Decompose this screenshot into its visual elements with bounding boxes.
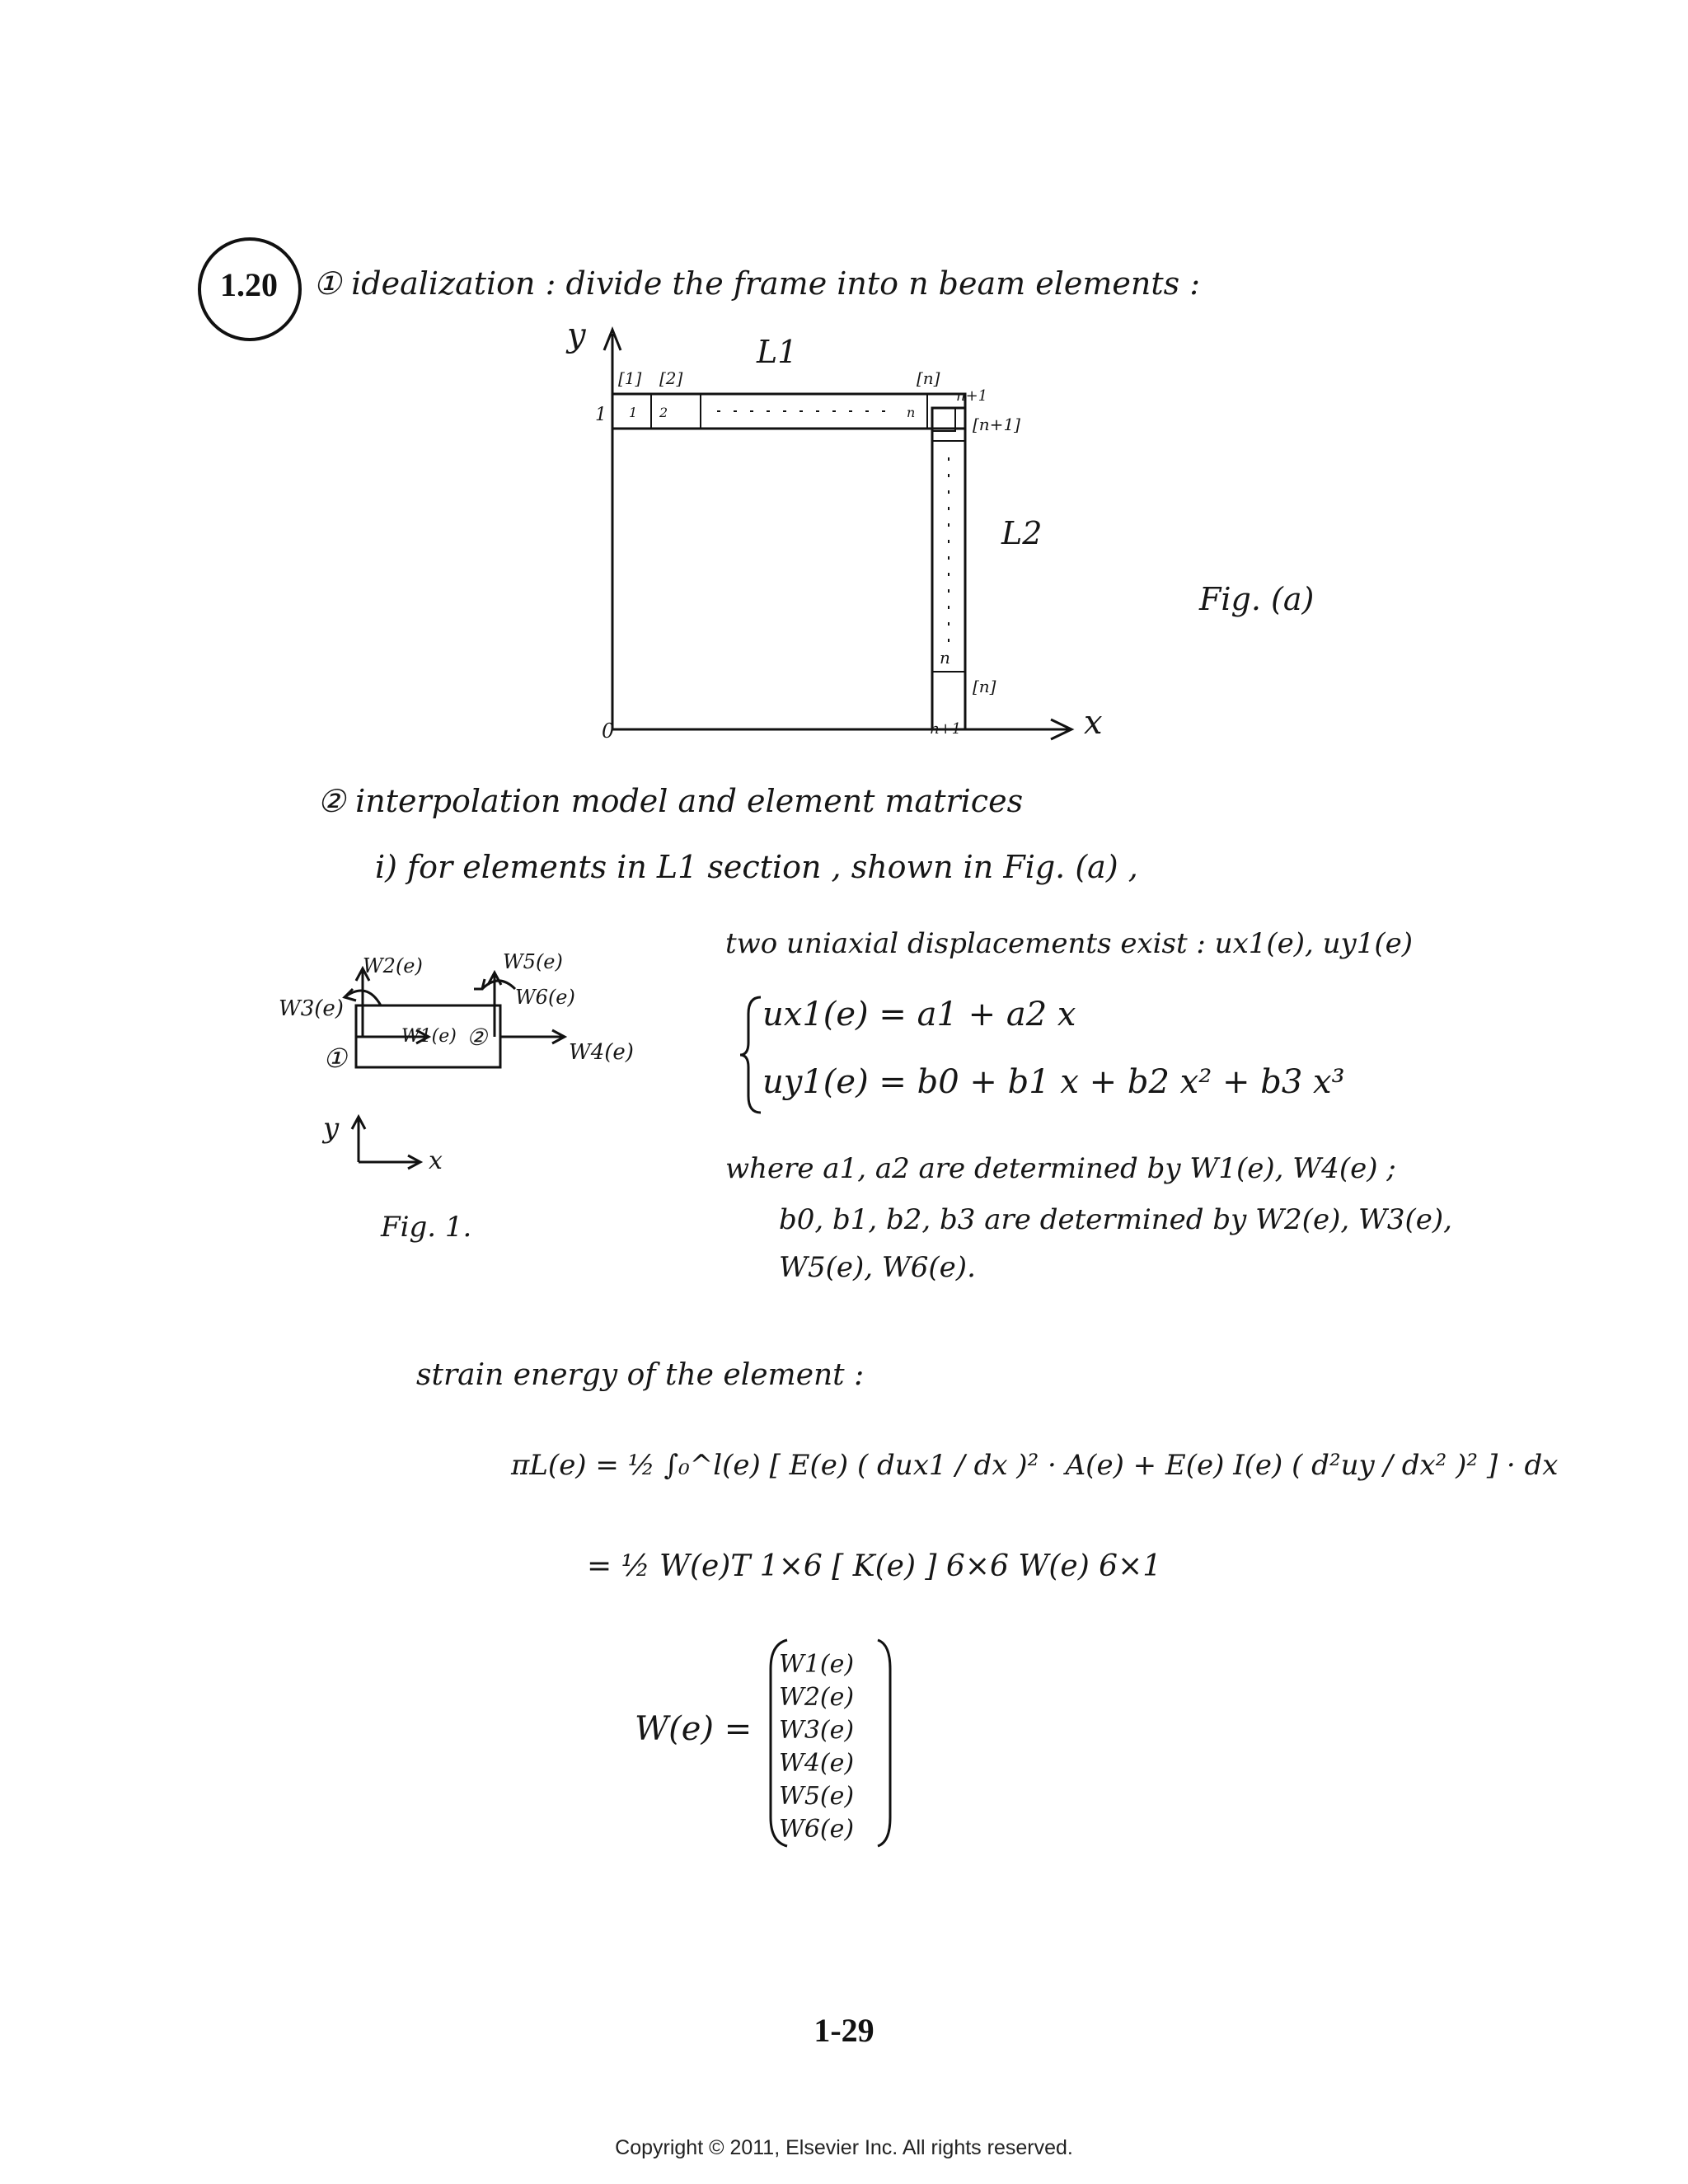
fig-a-label-element-1: [1] [618,368,642,388]
two-uniaxial-displacements: two uniaxial displacements exist : ux1(e), uy1(e) [725,927,1414,960]
fig-a-caption: Fig. (a) [1199,581,1315,617]
fig-a-label-node-n1-bottom: n+1 [930,720,962,738]
problem-number: 1.20 [220,266,278,303]
fig-1-w2-label: W2(e) [363,954,423,977]
fig-1-w6-label: W6(e) [515,986,575,1009]
vector-entry-w5: W5(e) [779,1782,855,1811]
displacement-vector [779,1648,903,1846]
strain-equation-line-1: πL(e) = ½ ∫₀^l(e) [ E(e) ( dux1 / dx )² · A(e) + E(e) I(e) ( d²uy / dx² )² ] · dx [511,1449,1559,1482]
equation-uy: uy1(e) = b0 + b1 x + b2 x² + b3 x³ [762,1063,1345,1101]
fig-a-label-node-n1-top: n+1 [956,387,988,405]
fig-1-node-1: ① [323,1043,347,1074]
fig-a-elem-num-n-vertical: n [940,648,950,668]
fig-1-node-2: ② [467,1024,488,1051]
vector-entry-w1: W1(e) [779,1650,855,1679]
fig-a-elem-num-1: 1 [629,405,638,420]
fig-a-label-element-n1: [n+1] [973,415,1020,434]
where-line-1: where a1, a2 are determined by W1(e), W4(e) ; [725,1152,1396,1185]
fig-1-y-label: y [323,1112,340,1145]
fig-a-x-label: x [1084,704,1103,742]
equation-ux: ux1(e) = a1 + a2 x [762,996,1076,1033]
fig-a-elem-num-2: 2 [659,405,668,420]
strain-equation-line-2: = ½ W(e)T 1×6 [ K(e) ] 6×6 W(e) 6×1 [587,1549,1162,1583]
fig-a-label-bottom-element-n: [n] [973,677,996,696]
fig-a-elem-num-n: n [907,405,916,420]
vector-entry-w4: W4(e) [779,1749,855,1778]
step2-sub-i: i) for elements in L1 section , shown in Fig. (a) , [375,849,1138,885]
where-line-3: W5(e), W6(e). [779,1251,976,1284]
vector-entry-w3: W3(e) [779,1716,855,1745]
vector-entry-w2: W2(e) [779,1683,855,1712]
fig-a-y-label: y [567,316,586,354]
fig-1-w6-rotation [482,981,515,989]
copyright-notice: Copyright © 2011, Elsevier Inc. All rights reserved. [615,2136,1073,2159]
fig-a-L2-label: L2 [1001,515,1043,551]
fig-1-w4-label: W4(e) [569,1040,634,1065]
fig-1-w5-label: W5(e) [503,950,563,973]
fig-a-origin: 0 [602,719,615,743]
fig-a-tick-1: 1 [595,405,607,425]
strain-heading: strain energy of the element : [416,1358,865,1392]
fig-1-w3-label: W3(e) [279,996,344,1021]
step1-heading: ① idealization : divide the frame into n beam elements : [313,265,1201,302]
step2-heading: ② interpolation model and element matrices [317,783,1024,819]
fig-1-w1-label: W1(e) [401,1026,457,1047]
fig-1-caption: Fig. 1. [381,1211,472,1244]
fig-1-x-label: x [429,1146,443,1175]
fig-a-label-element-n: [n] [917,368,940,388]
where-line-2: b0, b1, b2, b3 are determined by W2(e), W3(e), [779,1203,1452,1236]
fig-a-L1-label: L1 [757,334,798,370]
vector-entry-w6: W6(e) [779,1815,855,1844]
fig-a-label-element-2: [2] [659,368,683,388]
page-number: 1-29 [814,2012,874,2049]
displacement-vector-lhs: W(e) = [635,1710,753,1748]
